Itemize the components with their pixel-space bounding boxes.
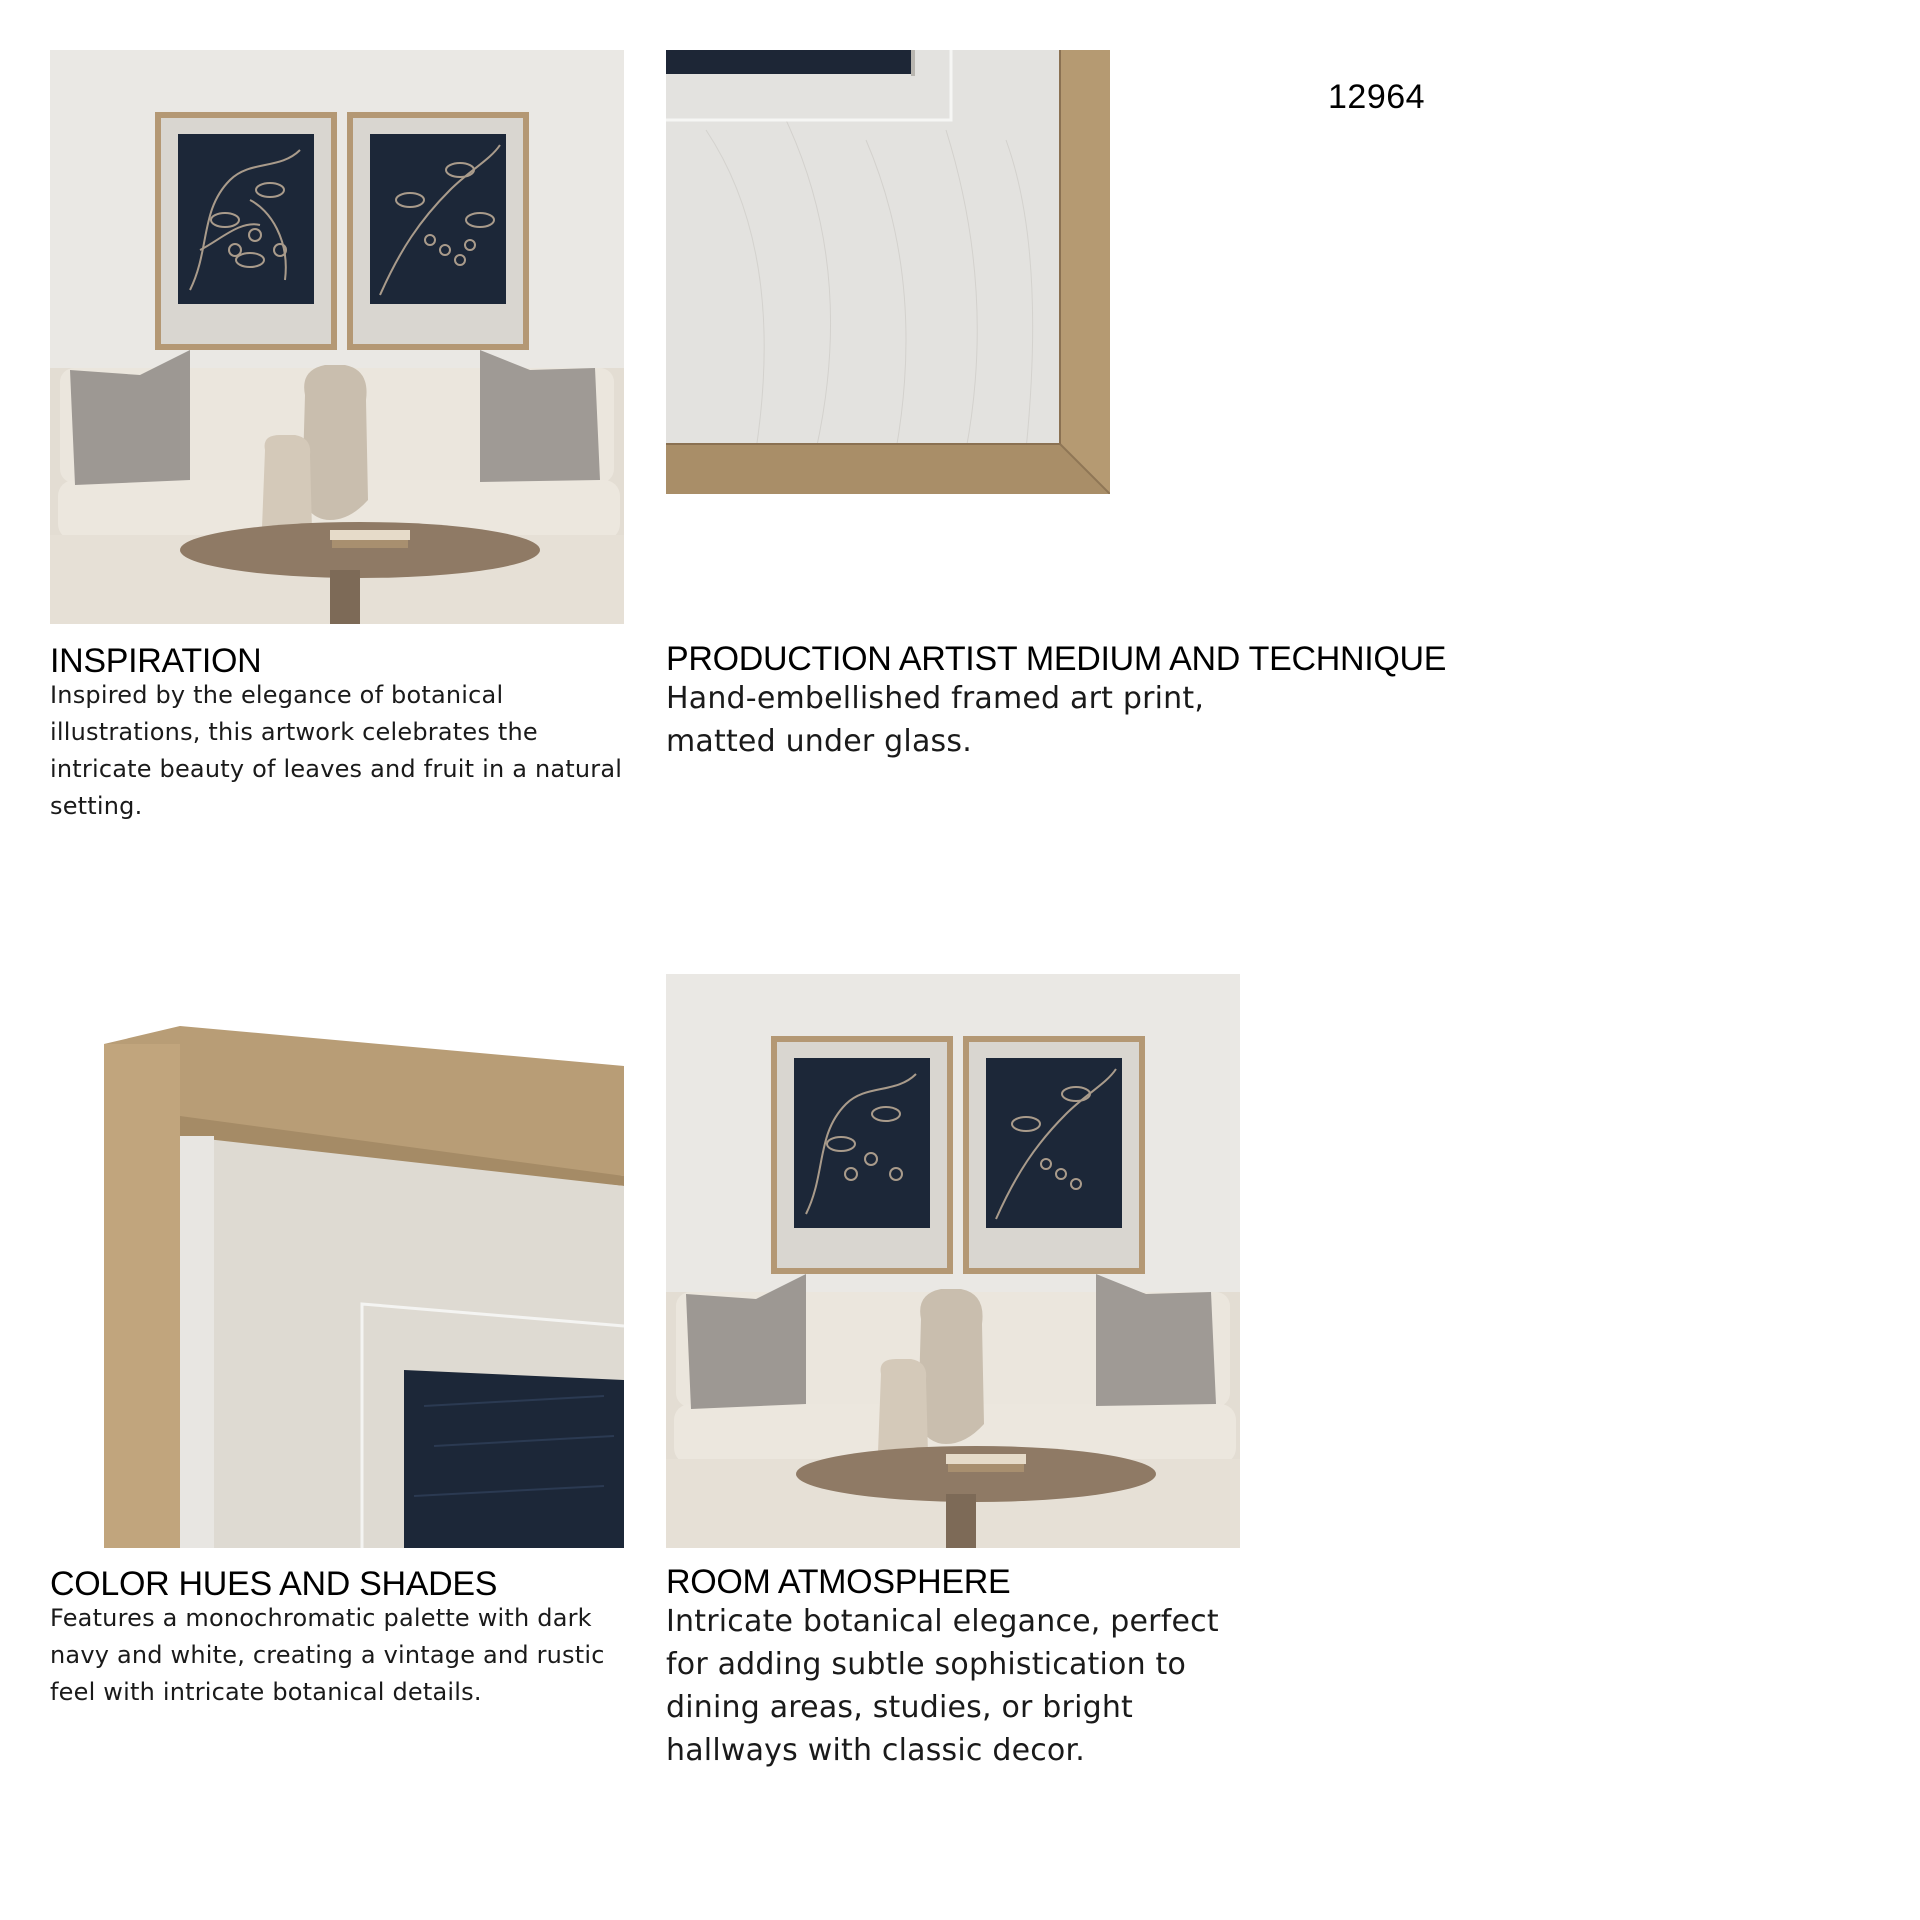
color-body: Features a monochromatic palette with dark navy and white, creating a vintage and rustic feel with intricate botanical details.: [50, 1604, 605, 1706]
frame-mat-detail-photo: [104, 1026, 624, 1548]
room-scene-photo-2: [666, 974, 1240, 1548]
product-code: 12964: [1328, 78, 1426, 116]
production-body-line2: matted under glass.: [666, 724, 972, 759]
room-body: Intricate botanical elegance, perfect for adding subtle sophistication to dining areas, studies, or bright hallways with classic decor.: [666, 1604, 1219, 1768]
room-scene-photo: [50, 50, 624, 624]
production-heading: PRODUCTION ARTIST MEDIUM AND TECHNIQUE: [666, 640, 1447, 678]
inspiration-body: Inspired by the elegance of botanical illustrations, this artwork celebrates the intricate beauty of leaves and fruit in a natural setting.: [50, 681, 623, 820]
production-body-line1: Hand-embellished framed art print,: [666, 681, 1205, 716]
inspiration-heading: INSPIRATION: [50, 642, 262, 680]
room-heading: ROOM ATMOSPHERE: [666, 1563, 1011, 1601]
color-heading: COLOR HUES AND SHADES: [50, 1565, 498, 1603]
frame-corner-closeup-photo: [666, 50, 1110, 494]
